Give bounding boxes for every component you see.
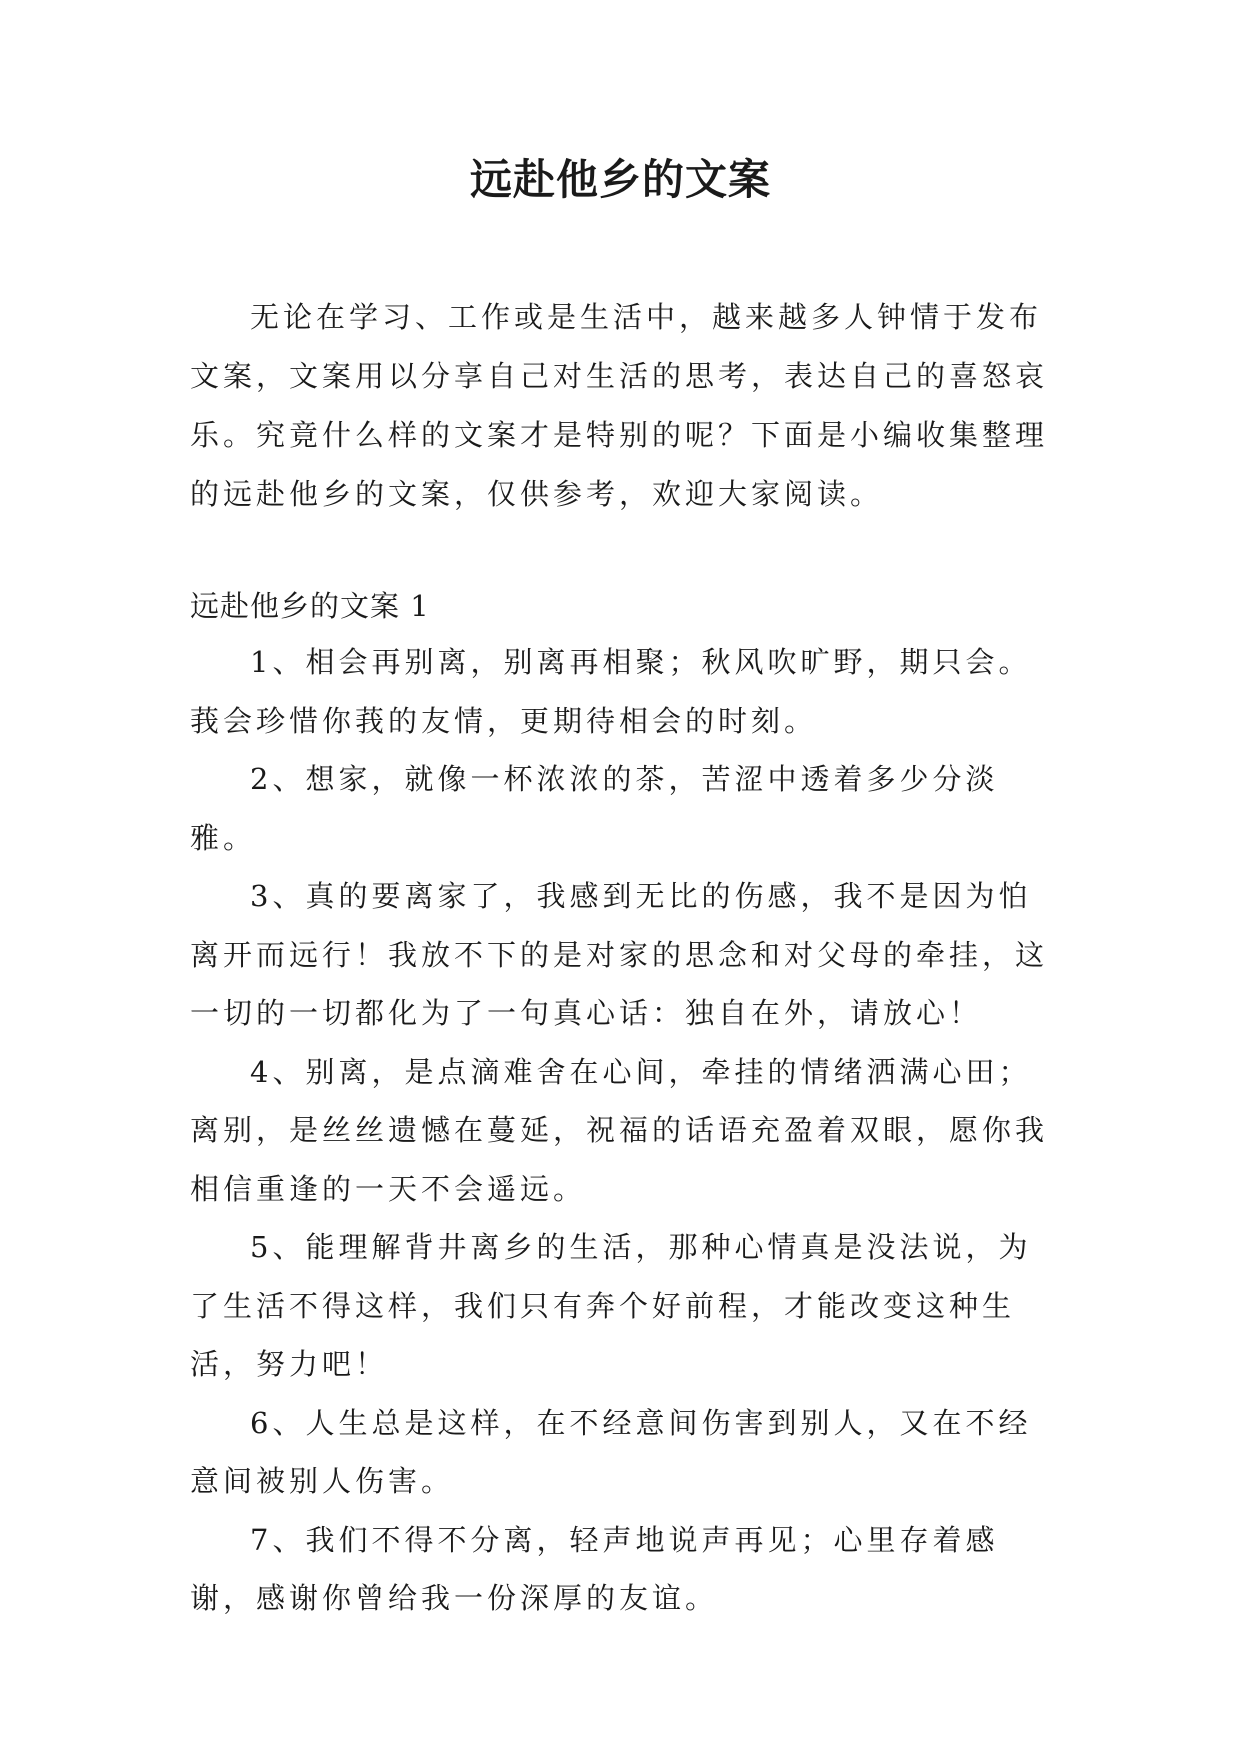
list-item: 3、真的要离家了，我感到无比的伤感，我不是因为怕离开而远行！我放不下的是对家的思念和对父母的牵挂，这一切的一切都化为了一句真心话：独自在外，请放心！	[190, 879, 1049, 1030]
list-item: 2、想家，就像一杯浓浓的茶，苦涩中透着多少分淡雅。	[190, 762, 999, 855]
list-item: 4、别离，是点滴难舍在心间，牵挂的情绪洒满心田；离别，是丝丝遗憾在蔓延，祝福的话语充盈着双眼，愿你我相信重逢的一天不会遥远。	[190, 1054, 1049, 1206]
document-title: 远赴他乡的文案	[469, 155, 771, 204]
list-item: 6、人生总是这样，在不经意间伤害到别人，又在不经意间被别人伤害。	[190, 1405, 1032, 1498]
list-item: 7、我们不得不分离，轻声地说声再见；心里存着感谢，感谢你曾给我一份深厚的友谊。	[190, 1522, 999, 1615]
list-item: 5、能理解背井离乡的生活，那种心情真是没法说，为了生活不得这样，我们只有奔个好前程，才能改变这种生活，努力吧！	[190, 1230, 1032, 1381]
item-list	[190, 633, 1050, 1628]
section-heading: 远赴他乡的文案 1	[190, 589, 430, 623]
intro-paragraph: 无论在学习、工作或是生活中，越来越多人钟情于发布文案，文案用以分享自己对生活的思考，表达自己的喜怒哀乐。究竟什么样的文案才是特别的呢？下面是小编收集整理的远赴他乡的文案，仅供参考，欢迎大家阅读。	[190, 300, 1049, 511]
list-item: 1、相会再别离，别离再相聚；秋风吹旷野，期只会。莪会珍惜你莪的友情，更期待相会的时刻。	[190, 645, 1032, 738]
